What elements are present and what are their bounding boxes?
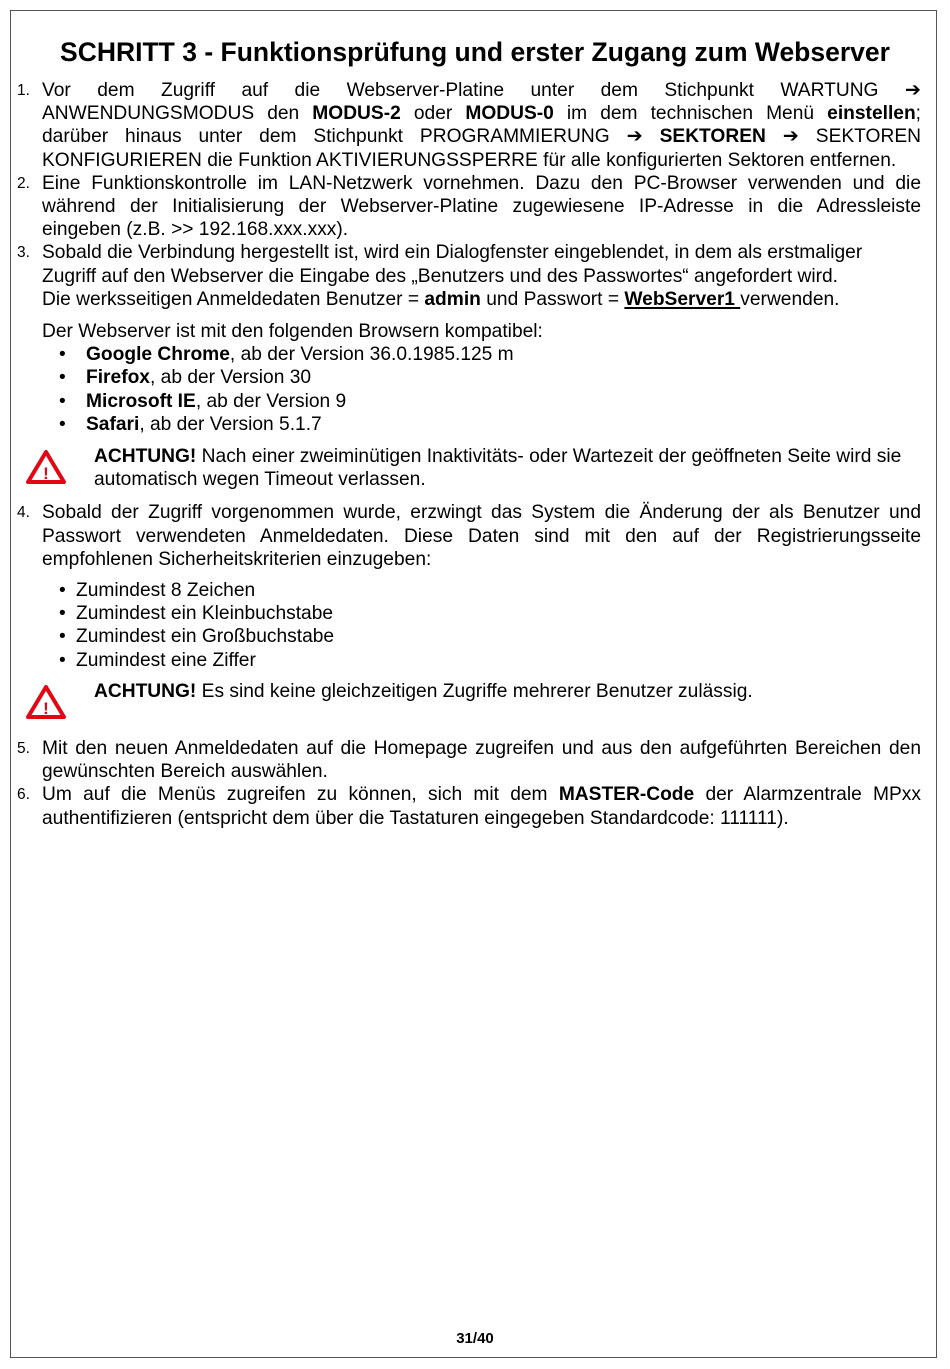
svg-text:!: ! bbox=[43, 464, 49, 484]
step-text: Mit den neuen Anmeldedaten auf die Homepage zugreifen und aus den aufgeführten Bereichen den gewünschten Bereich auswählen. bbox=[42, 738, 921, 783]
step-number: 5. bbox=[17, 740, 30, 758]
step-number: 4. bbox=[17, 504, 30, 522]
bullet: • bbox=[59, 390, 66, 412]
warning-triangle-icon bbox=[17, 445, 94, 491]
browser-compat-intro: Der Webserver ist mit den folgenden Browsern kompatibel: bbox=[42, 321, 543, 343]
page-title: SCHRITT 3 - Funktionsprüfung und erster Zugang zum Webserver bbox=[60, 37, 890, 67]
document-body bbox=[17, 79, 921, 830]
step-1 bbox=[17, 79, 921, 172]
criterion-text: Zumindest ein Großbuchstabe bbox=[76, 626, 335, 648]
browser-name: Google Chrome bbox=[86, 344, 230, 366]
default-user: admin bbox=[424, 288, 481, 310]
criteria-list-item bbox=[42, 649, 921, 672]
bullet: • bbox=[59, 626, 66, 648]
browser-version: , ab der Version 36.0.1985.125 m bbox=[229, 344, 514, 366]
arrow-right-icon: ➔ bbox=[904, 80, 921, 101]
browser-name: Microsoft IE bbox=[86, 390, 196, 412]
step-text: Sobald der Zugriff vorgenommen wurde, erzwingt das System die Änderung der als Benutzer und Passwort verwendeten Anmeldedaten. Diese Daten sind mit den auf der Registrierungsseite empfohlenen Sicherheitskriterien einzugeben: bbox=[42, 502, 921, 570]
bullet: • bbox=[59, 413, 66, 435]
browser-version: , ab der Version 5.1.7 bbox=[139, 413, 322, 435]
step-number: 6. bbox=[17, 786, 30, 804]
step-number: 2. bbox=[17, 174, 30, 192]
browser-version: , ab der Version 9 bbox=[195, 390, 347, 412]
bullet: • bbox=[59, 603, 66, 625]
criterion-text: Zumindest ein Kleinbuchstabe bbox=[76, 603, 334, 625]
default-password: WebServer1 bbox=[624, 288, 741, 310]
browser-list-item bbox=[42, 390, 921, 413]
warning-label: ACHTUNG! bbox=[94, 680, 197, 702]
bullet: • bbox=[59, 580, 66, 602]
warning-concurrent bbox=[17, 680, 921, 726]
step-3 bbox=[17, 241, 921, 311]
arrow-right-icon: ➔ bbox=[782, 126, 799, 148]
step-5 bbox=[17, 737, 921, 783]
criteria-list-item bbox=[42, 579, 921, 602]
step-text: Eine Funktionskontrolle im LAN-Netzwerk vornehmen. Dazu den PC-Browser verwenden und die während der Initialisierung der Webserver-Platine zugewiesene IP-Adresse in die Adressleiste eingeben (z.B. >> 192.168.xxx.xxx). bbox=[42, 172, 921, 241]
browser-list bbox=[42, 343, 921, 436]
step-6 bbox=[17, 783, 921, 829]
warning-label: ACHTUNG! bbox=[94, 446, 197, 468]
step-2 bbox=[17, 172, 921, 242]
warning-triangle-icon bbox=[17, 680, 94, 726]
browser-list-item bbox=[42, 413, 921, 436]
svg-text:!: ! bbox=[43, 698, 49, 718]
browser-name: Safari bbox=[86, 413, 140, 435]
step-number: 3. bbox=[17, 244, 30, 262]
page-number: 31/40 bbox=[456, 1330, 494, 1347]
credentials-line: Die werksseitigen Anmeldedaten Benutzer = admin und Passwort = WebServer1 verwenden. bbox=[42, 288, 840, 310]
criteria-list bbox=[42, 579, 921, 672]
warning-timeout bbox=[17, 445, 921, 491]
browser-list-item bbox=[42, 366, 921, 389]
criterion-text: Zumindest 8 Zeichen bbox=[76, 580, 256, 602]
step-4 bbox=[17, 501, 921, 571]
warning-text: ACHTUNG! Nach einer zweiminütigen Inaktivitäts- oder Wartezeit der geöffneten Seite wird sie automatisch wegen Timeout verlassen. bbox=[94, 446, 902, 491]
bullet: • bbox=[59, 649, 66, 671]
arrow-right-icon: ➔ bbox=[626, 126, 643, 148]
bullet: • bbox=[59, 367, 66, 389]
step-text: Um auf die Menüs zugreifen zu können, sich mit dem MASTER-Code der Alarmzentrale MPxx authentifizieren (entspricht dem über die Tastaturen eingegeben Standardcode: 111111). bbox=[42, 784, 921, 829]
step-text: Sobald die Verbindung hergestellt ist, wird ein Dialogfenster eingeblendet, in dem als erstmaliger Zugriff auf den Webserver die Eingabe des „Benutzers und des Passwortes“ angefordert wird. Die werksseitigen Anmeldedaten Benutzer = admin und Passwort = WebServer1 verwenden. bbox=[42, 241, 921, 311]
criteria-list-item bbox=[42, 602, 921, 625]
warning-text: ACHTUNG! Es sind keine gleichzeitigen Zugriffe mehrerer Benutzer zulässig. bbox=[94, 680, 753, 702]
browser-version: , ab der Version 30 bbox=[149, 367, 312, 389]
criterion-text: Zumindest eine Ziffer bbox=[76, 649, 256, 671]
step-number: 1. bbox=[17, 82, 30, 99]
bullet: • bbox=[59, 344, 66, 366]
criteria-list-item bbox=[42, 625, 921, 648]
step-text: Vor dem Zugriff auf die Webserver-Platine unter dem Stichpunkt WARTUNG ➔ ANWENDUNGSMODUS den MODUS-2 oder MODUS-0 im dem technischen Menü einstellen; darüber hinaus unter dem Stichpunkt PROGRAMMIERUNG ➔ SEKTOREN ➔ SEKTOREN KONFIGURIEREN die Funktion AKTIVIERUNGSSPERRE für alle konfigurierten Sektoren entfernen. bbox=[42, 80, 922, 171]
browser-list-item bbox=[42, 343, 921, 366]
browser-name: Firefox bbox=[86, 367, 150, 389]
